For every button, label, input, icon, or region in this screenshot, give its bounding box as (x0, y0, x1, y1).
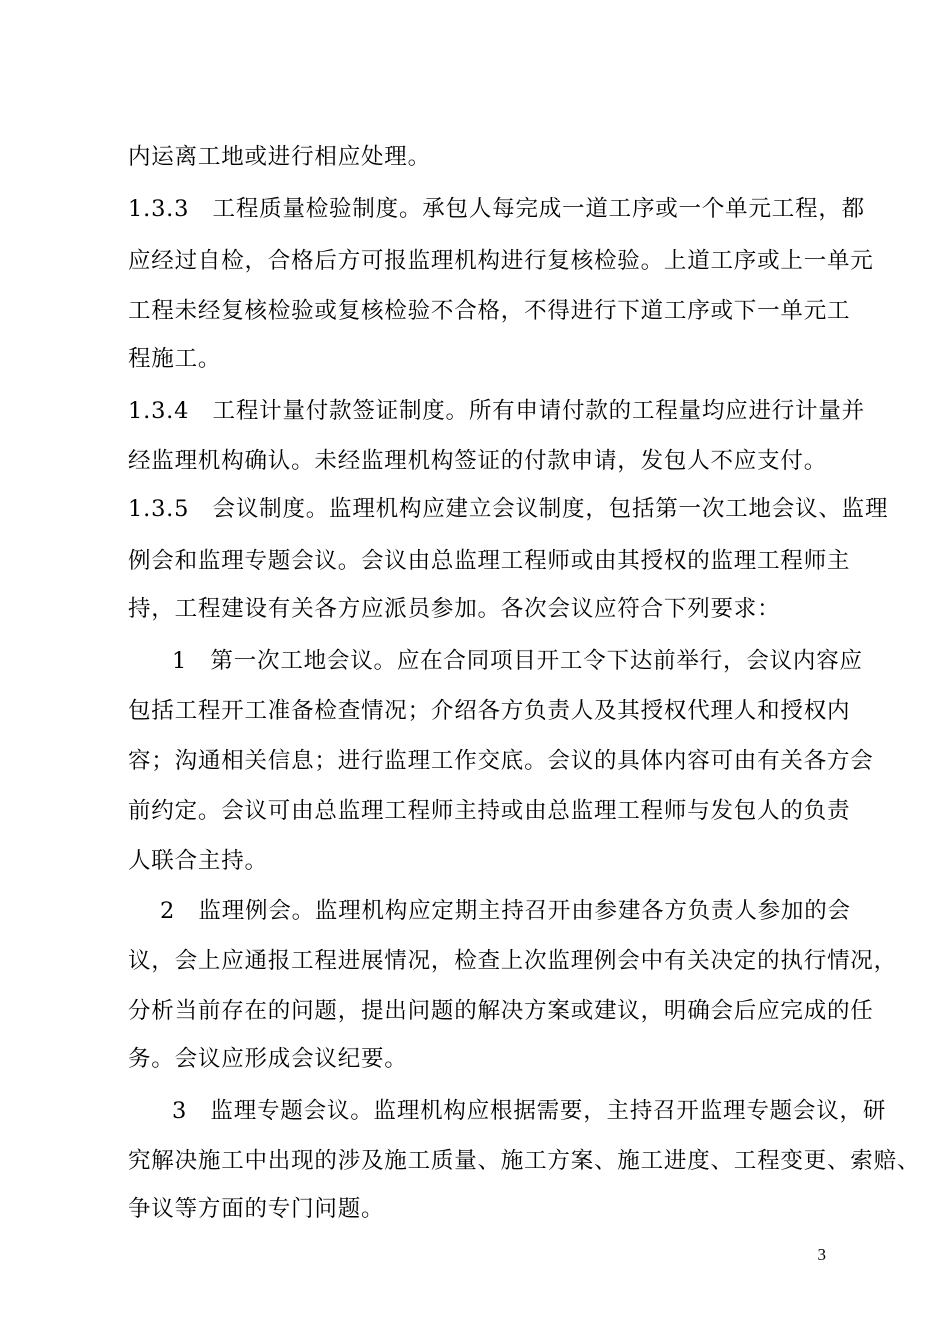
text-line: 争议等方面的专门问题。 (128, 1196, 385, 1222)
text-line: 程施工。 (128, 346, 222, 372)
text-line: 持，工程建设有关各方应派员参加。各次会议应符合下列要求： (128, 596, 781, 622)
text-line: 议，会上应通报工程进展情况，检查上次监理例会中有关决定的执行情况， (128, 948, 897, 974)
text-line: 包括工程开工准备检查情况；介绍各方负责人及其授权代理人和授权内 (128, 698, 851, 724)
clause-1-3-5-heading: 1.3.5 会议制度。监理机构应建立会议制度，包括第一次工地会议、监理 (128, 496, 889, 522)
item-1-first-site-meeting: 1 第一次工地会议。应在合同项目开工令下达前举行，会议内容应 (172, 648, 863, 674)
item-2-supervision-meeting: 2 监理例会。监理机构应定期主持召开由参建各方负责人参加的会 (160, 898, 851, 924)
text-line: 工程未经复核检验或复核检验不合格，不得进行下道工序或下一单元工 (128, 298, 851, 324)
text-line: 人联合主持。 (128, 848, 268, 874)
page-number: 3 (817, 1245, 826, 1264)
text-line: 究解决施工中出现的涉及施工质量、施工方案、施工进度、工程变更、索赔、 (128, 1148, 921, 1174)
clause-1-3-4-heading: 1.3.4 工程计量付款签证制度。所有申请付款的工程量均应进行计量并 (128, 398, 865, 424)
text-line: 务。会议应形成会议纪要。 (128, 1046, 408, 1072)
text-line: 前约定。会议可由总监理工程师主持或由总监理工程师与发包人的负责 (128, 798, 851, 824)
text-line: 例会和监理专题会议。会议由总监理工程师或由其授权的监理工程师主 (128, 548, 851, 574)
clause-1-3-3-heading: 1.3.3 工程质量检验制度。承包人每完成一道工序或一个单元工程，都 (128, 196, 865, 222)
item-3-special-meeting: 3 监理专题会议。监理机构应根据需要，主持召开监理专题会议，研 (172, 1098, 887, 1124)
text-line: 应经过自检，合格后方可报监理机构进行复核检验。上道工序或上一单元 (128, 248, 874, 274)
text-line: 容；沟通相关信息；进行监理工作交底。会议的具体内容可由有关各方会 (128, 748, 874, 774)
text-line: 经监理机构确认。未经监理机构签证的付款申请，发包人不应支付。 (128, 448, 828, 474)
text-line: 内运离工地或进行相应处理。 (128, 144, 431, 170)
text-line: 分析当前存在的问题，提出问题的解决方案或建议，明确会后应完成的任 (128, 998, 874, 1024)
